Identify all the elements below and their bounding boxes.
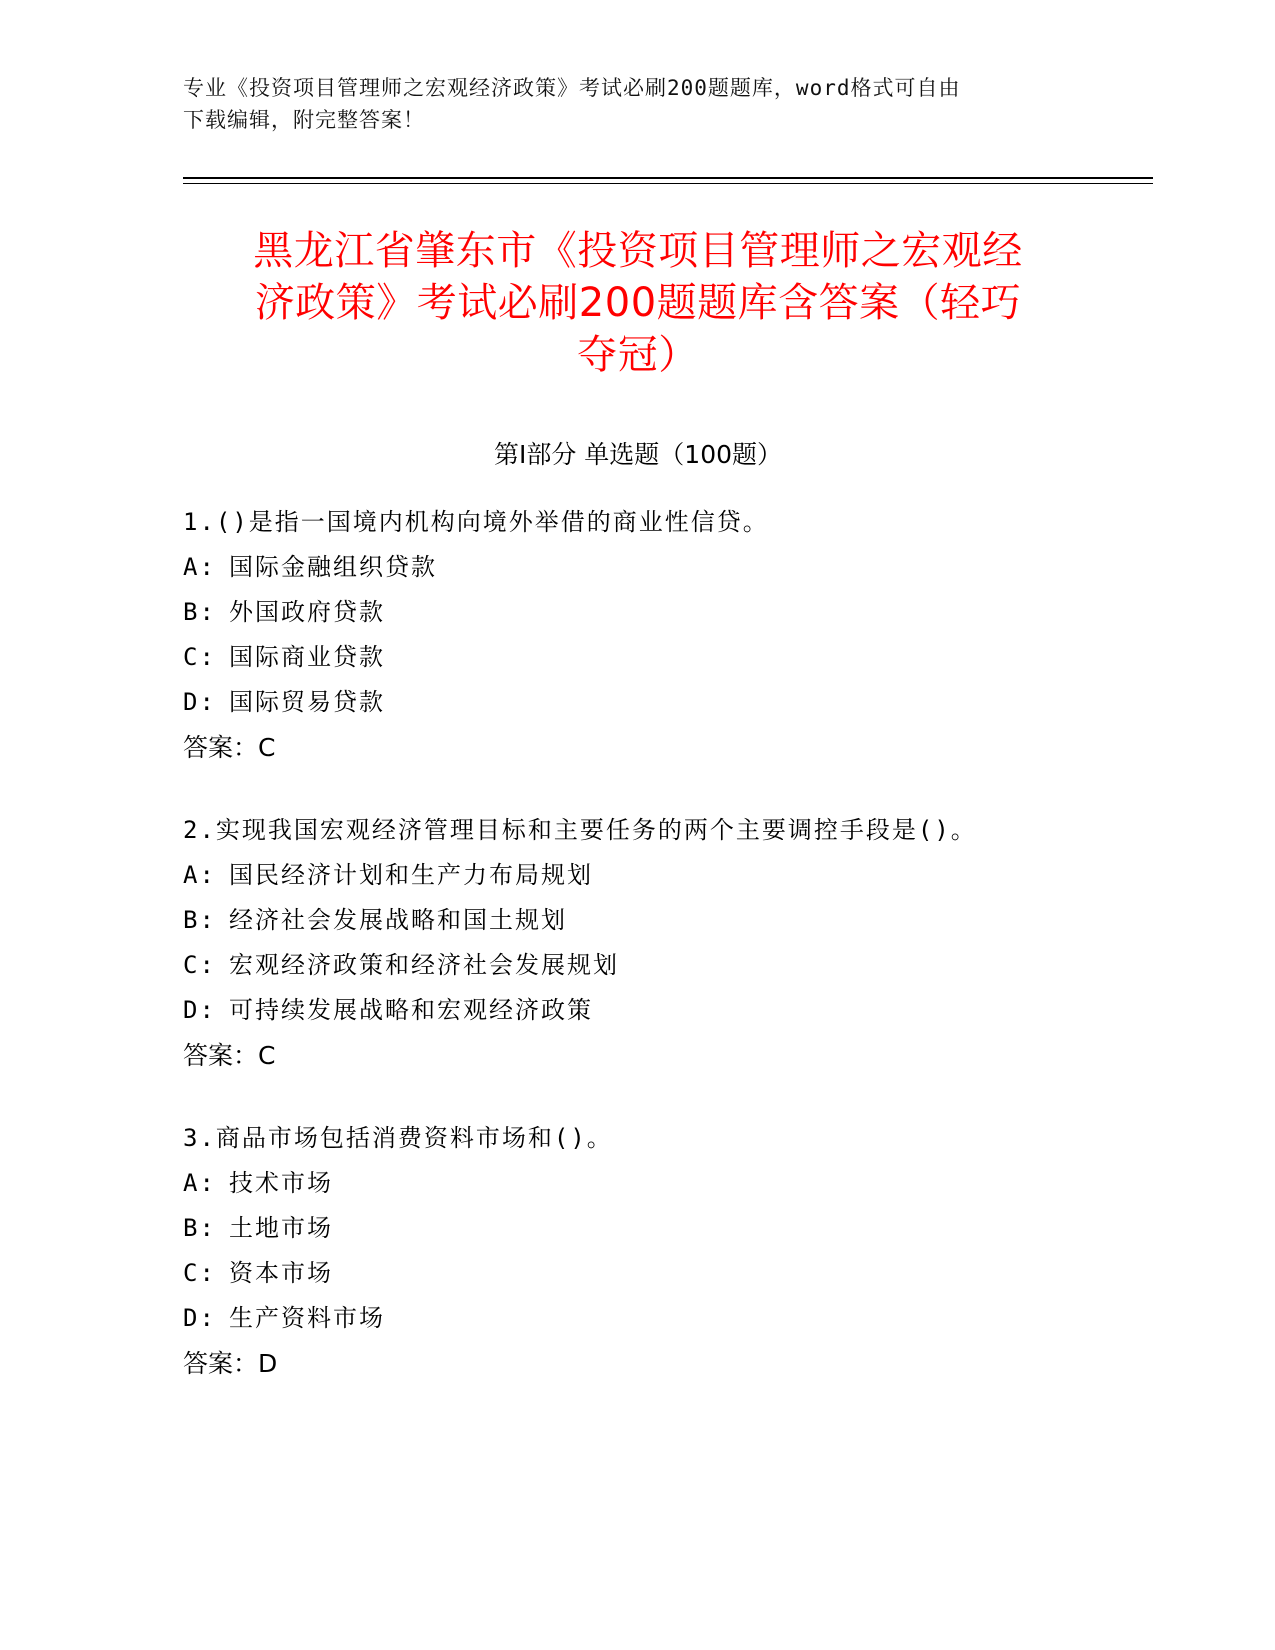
- header-note-line-1: 专业《投资项目管理师之宏观经济政策》考试必刷200题题库，word格式可自由: [183, 76, 961, 100]
- question-stem: 2.实现我国宏观经济管理目标和主要任务的两个主要调控手段是()。: [183, 816, 977, 844]
- section-heading: 第Ⅰ部分 单选题（100题）: [493, 440, 783, 469]
- option-text: 土地市场: [229, 1214, 333, 1242]
- question-2: [183, 808, 1143, 1078]
- document-title-line-1: 黑龙江省肇东市《投资项目管理师之宏观经: [253, 228, 1023, 274]
- question-stem: 1.()是指一国境内机构向境外举借的商业性信贷。: [183, 508, 769, 536]
- document-title: [183, 225, 1093, 381]
- document-title-line-3: 夺冠）: [577, 332, 699, 378]
- option-text: 资本市场: [229, 1259, 333, 1287]
- option-d: [183, 680, 1143, 725]
- document-title-line-2: 济政策》考试必刷200题题库含答案（轻巧: [254, 280, 1022, 326]
- question-3: [183, 1116, 1143, 1386]
- header-divider-thick: [183, 177, 1153, 179]
- option-b: [183, 590, 1143, 635]
- option-letter: C:: [183, 951, 216, 979]
- option-letter: B:: [183, 906, 216, 934]
- option-d: [183, 1296, 1143, 1341]
- question-stem: 3.商品市场包括消费资料市场和()。: [183, 1124, 613, 1152]
- answer-line: 答案：D: [183, 1349, 278, 1378]
- option-letter: A:: [183, 553, 216, 581]
- option-text: 经济社会发展战略和国土规划: [229, 906, 567, 934]
- option-text: 国际金融组织贷款: [229, 553, 437, 581]
- option-text: 国际商业贷款: [229, 643, 385, 671]
- answer-line: 答案：C: [183, 1041, 276, 1070]
- option-text: 生产资料市场: [229, 1304, 385, 1332]
- option-letter: D:: [183, 1304, 216, 1332]
- option-a: [183, 853, 1143, 898]
- option-text: 外国政府贷款: [229, 598, 385, 626]
- answer-line: 答案：C: [183, 733, 276, 762]
- option-letter: C:: [183, 643, 216, 671]
- option-text: 国际贸易贷款: [229, 688, 385, 716]
- option-a: [183, 545, 1143, 590]
- option-b: [183, 1206, 1143, 1251]
- option-c: [183, 635, 1143, 680]
- option-letter: A:: [183, 861, 216, 889]
- option-text: 宏观经济政策和经济社会发展规划: [229, 951, 619, 979]
- header-note: [183, 72, 1063, 136]
- option-letter: D:: [183, 688, 216, 716]
- option-letter: D:: [183, 996, 216, 1024]
- option-text: 技术市场: [229, 1169, 333, 1197]
- option-b: [183, 898, 1143, 943]
- option-a: [183, 1161, 1143, 1206]
- option-c: [183, 943, 1143, 988]
- option-letter: C:: [183, 1259, 216, 1287]
- header-note-line-2: 下载编辑，附完整答案！: [183, 108, 425, 132]
- option-text: 可持续发展战略和宏观经济政策: [229, 996, 593, 1024]
- option-letter: B:: [183, 1214, 216, 1242]
- option-text: 国民经济计划和生产力布局规划: [229, 861, 593, 889]
- question-1: [183, 500, 1143, 770]
- option-c: [183, 1251, 1143, 1296]
- option-letter: A:: [183, 1169, 216, 1197]
- option-d: [183, 988, 1143, 1033]
- header-divider-thin: [183, 183, 1153, 184]
- option-letter: B:: [183, 598, 216, 626]
